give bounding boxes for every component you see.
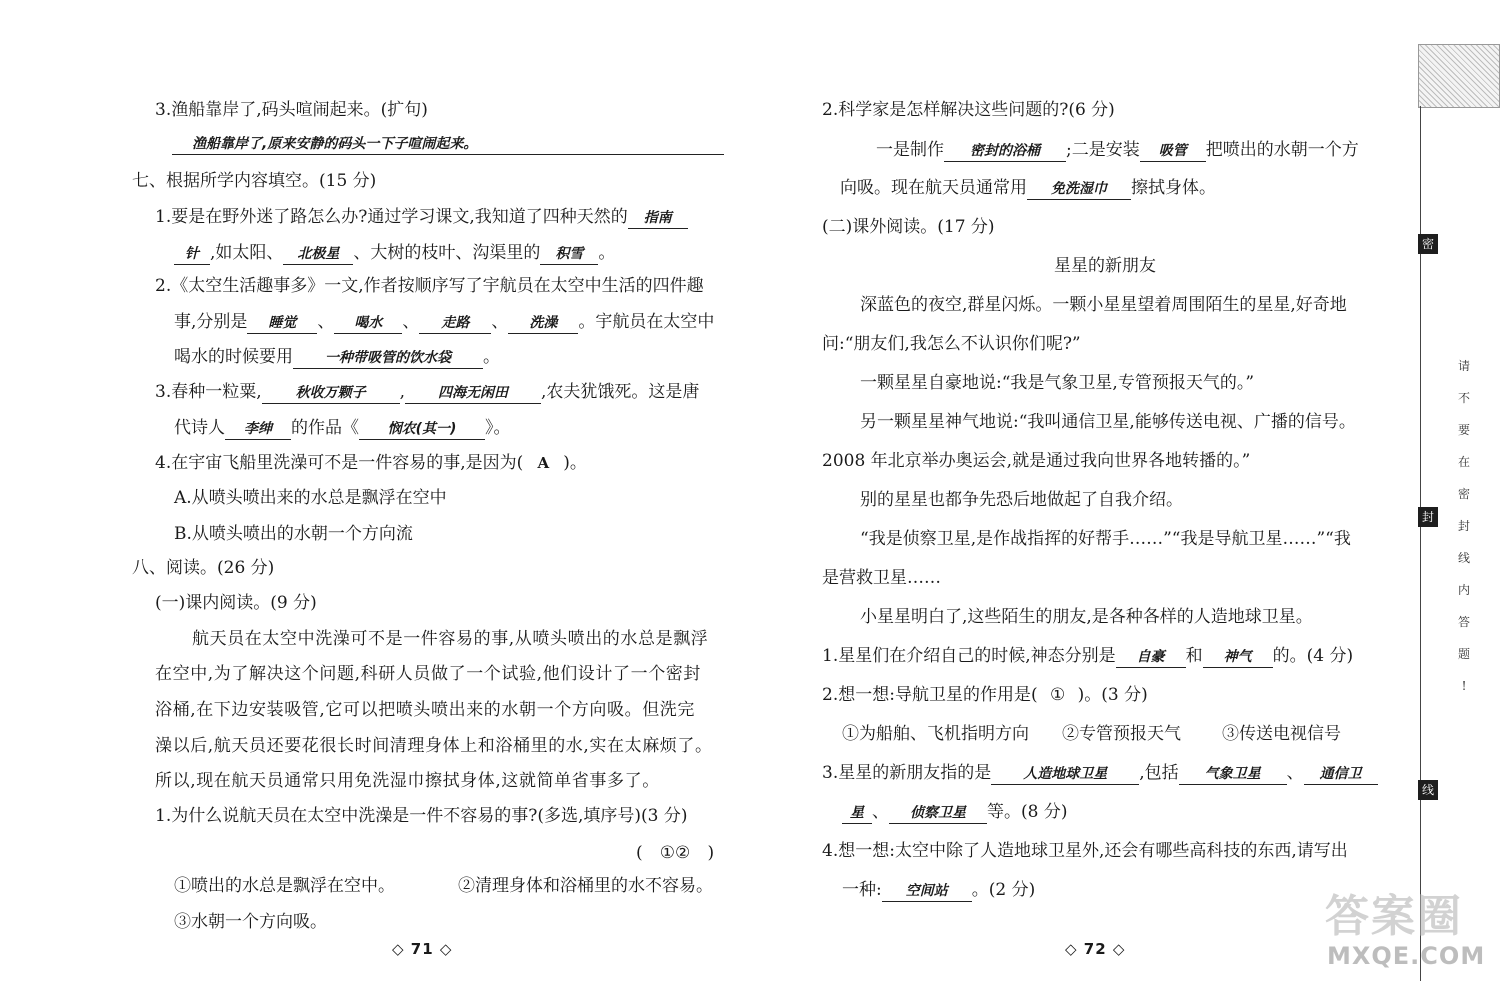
- watermark-logo: 答案圈 MXQE.COM: [1325, 891, 1486, 970]
- answer-blank: 星: [842, 803, 872, 824]
- section-7-q2-cont2: 喝水的时候要用 一种带吸管的饮水袋 。: [174, 347, 500, 367]
- story-line: 问:“朋友们,我怎么不认识你们呢?”: [822, 334, 1081, 354]
- section-8-heading: 八、阅读。(26 分): [132, 558, 275, 578]
- reading-q2-line2: 向吸。现在航天员通常用 免洗湿巾 擦拭身体。: [840, 178, 1216, 198]
- reading-option-1: ①喷出的水总是飘浮在空中。: [174, 876, 395, 896]
- answer-blank: 侦察卫星: [889, 803, 987, 824]
- answer-blank: 北极星: [283, 244, 353, 265]
- reading-q1: 1.为什么说航天员在太空中洗澡是一件不容易的事?(多选,填序号)(3 分): [155, 806, 688, 826]
- story-q1: 1.星星们在介绍自己的时候,神态分别是 自豪 和 神气 的。(4 分): [822, 646, 1354, 666]
- story-line: 别的星星也都争先恐后地做起了自我介绍。: [860, 490, 1183, 510]
- passage-line: 澡以后,航天员还要花很长时间清理身体上和浴桶里的水,实在太麻烦了。: [155, 736, 713, 756]
- answer-blank: 积雪: [540, 244, 598, 265]
- answer-blank: 李绅: [225, 419, 291, 440]
- margin-hatch-pattern: [1418, 44, 1500, 108]
- option-b: B.从喷头喷出的水朝一个方向流: [174, 524, 413, 544]
- answer-blank: 一种带吸管的饮水袋: [293, 348, 483, 369]
- section-7-q4: 4.在宇宙飞船里洗澡可不是一件容易的事,是因为( A )。: [155, 450, 587, 476]
- reading-q1-answer: ( ①② ): [636, 843, 715, 863]
- section-7-heading: 七、根据所学内容填空。(15 分): [132, 171, 377, 191]
- story-q2: 2.想一想:导航卫星的作用是( ① )。(3 分): [822, 685, 1148, 705]
- reading-option-3: ③水朝一个方向吸。: [174, 912, 327, 932]
- section-7-q3: 3.春种一粒粟, 秋收万颗子 , 四海无闲田 ,农夫犹饿死。这是唐: [155, 382, 700, 402]
- story-q2-option-2: ②专管预报天气: [1062, 724, 1181, 744]
- story-q4-cont: 一种: 空间站 。(2 分): [842, 880, 1036, 900]
- answer-blank: 针: [174, 244, 210, 265]
- story-line: “我是侦察卫星,是作战指挥的好帮手……”“我是导航卫星……”“我: [860, 529, 1351, 549]
- section-7-q3-cont: 代诗人 李绅 的作品《 悯农(其一) 》。: [174, 418, 511, 438]
- answer-blank: 免洗湿巾: [1027, 179, 1131, 200]
- story-q2-option-3: ③传送电视信号: [1222, 724, 1341, 744]
- passage-line: 浴桶,在下边安装吸管,它可以把喷头喷出来的水朝一个方向吸。但洗完: [155, 700, 696, 720]
- seal-line-warning: 请 不 要 在 密 封 线 内 答 题 !: [1457, 359, 1470, 693]
- story-line: 一颗星星自豪地说:“我是气象卫星,专管预报天气的。”: [860, 373, 1255, 393]
- answer-blank: 人造地球卫星: [991, 764, 1139, 785]
- page-number: ◇ 72 ◇: [1065, 940, 1126, 958]
- story-q4: 4.想一想:太空中除了人造地球卫星外,还会有哪些高科技的东西,请写出: [822, 841, 1348, 861]
- section-7-q1-cont: 针 ,如太阳、 北极星 、大树的枝叶、沟渠里的 积雪 。: [174, 240, 615, 266]
- answer-blank: 气象卫星: [1179, 764, 1287, 785]
- in-class-reading-heading: (一)课内阅读。(9 分): [155, 593, 317, 613]
- answer-blank: 睡觉: [247, 313, 317, 334]
- question-6-3-answer: 渔船靠岸了,原来安静的码头一下子喧闹起来。: [192, 136, 478, 152]
- section-7-q2: 2.《太空生活趣事多》一文,作者按顺序写了宇航员在太空中生活的四件趣: [155, 276, 704, 296]
- reading-option-2: ②清理身体和浴桶里的水不容易。: [458, 876, 713, 896]
- story-q2-option-1: ①为船舶、飞机指明方向: [842, 724, 1029, 744]
- page-number: ◇ 71 ◇: [392, 940, 453, 958]
- seal-mark-xian: 线: [1418, 780, 1438, 800]
- seal-mark-mi: 密: [1418, 234, 1438, 254]
- outside-reading-heading: (二)课外阅读。(17 分): [822, 217, 995, 237]
- answer-choice: A: [537, 454, 550, 472]
- question-6-3-prompt: 3.渔船靠岸了,码头喧闹起来。(扩句): [155, 100, 428, 120]
- section-7-q2-cont: 事,分别是 睡觉 、 喝水 、 走路 、 洗澡 。宇航员在太空中: [174, 312, 715, 332]
- answer-blank: 密封的浴桶: [944, 141, 1066, 162]
- story-q3-cont: 星 、 侦察卫星 等。(8 分): [842, 799, 1067, 825]
- answer-blank: 空间站: [882, 881, 972, 902]
- answer-blank: 神气: [1203, 647, 1273, 668]
- passage-line: 所以,现在航天员通常只用免洗湿巾擦拭身体,这就简单省事多了。: [155, 771, 660, 791]
- story-line: 小星星明白了,这些陌生的朋友,是各种各样的人造地球卫星。: [860, 607, 1313, 627]
- answer-blank: 秋收万颗子: [262, 383, 400, 404]
- answer-blank: 吸管: [1140, 141, 1206, 162]
- story-line: 2008 年北京举办奥运会,就是通过我向世界各地转播的。”: [822, 451, 1251, 471]
- reading-q2-prompt: 2.科学家是怎样解决这些问题的?(6 分): [822, 100, 1115, 120]
- answer-blank: 通信卫: [1304, 764, 1378, 785]
- passage-line: 在空中,为了解决这个问题,科研人员做了一个试验,他们设计了一个密封: [155, 664, 702, 684]
- story-line: 深蓝色的夜空,群星闪烁。一颗小星星望着周围陌生的星星,好奇地: [860, 295, 1347, 315]
- section-7-q1: 1.要是在野外迷了路怎么办?通过学习课文,我知道了四种天然的 指南: [155, 204, 688, 230]
- story-title: 星星的新朋友: [1054, 256, 1156, 276]
- option-a: A.从喷头喷出来的水总是飘浮在空中: [174, 488, 447, 508]
- passage-line: 航天员在太空中洗澡可不是一件容易的事,从喷头喷出的水总是飘浮: [192, 629, 709, 649]
- answer-line: [172, 154, 724, 155]
- story-q3: 3.星星的新朋友指的是 人造地球卫星 ,包括 气象卫星 、 通信卫: [822, 760, 1378, 786]
- binding-margin: [1418, 44, 1500, 981]
- story-line: 是营救卫星……: [822, 568, 941, 588]
- answer-blank: 指南: [628, 208, 688, 229]
- reading-q2-line1: 一是制作 密封的浴桶 ;二是安装 吸管 把喷出的水朝一个方: [876, 140, 1359, 160]
- seal-mark-feng: 封: [1418, 507, 1438, 527]
- answer-blank: 洗澡: [508, 313, 578, 334]
- answer-blank: 悯农(其一): [359, 419, 485, 440]
- story-line: 另一颗星星神气地说:“我叫通信卫星,能够传送电视、广播的信号。: [860, 412, 1356, 432]
- answer-blank: 四海无闲田: [405, 383, 541, 404]
- right-page: [760, 0, 1420, 981]
- answer-blank: 走路: [419, 313, 491, 334]
- answer-blank: 自豪: [1116, 647, 1186, 668]
- answer-blank: 喝水: [334, 313, 402, 334]
